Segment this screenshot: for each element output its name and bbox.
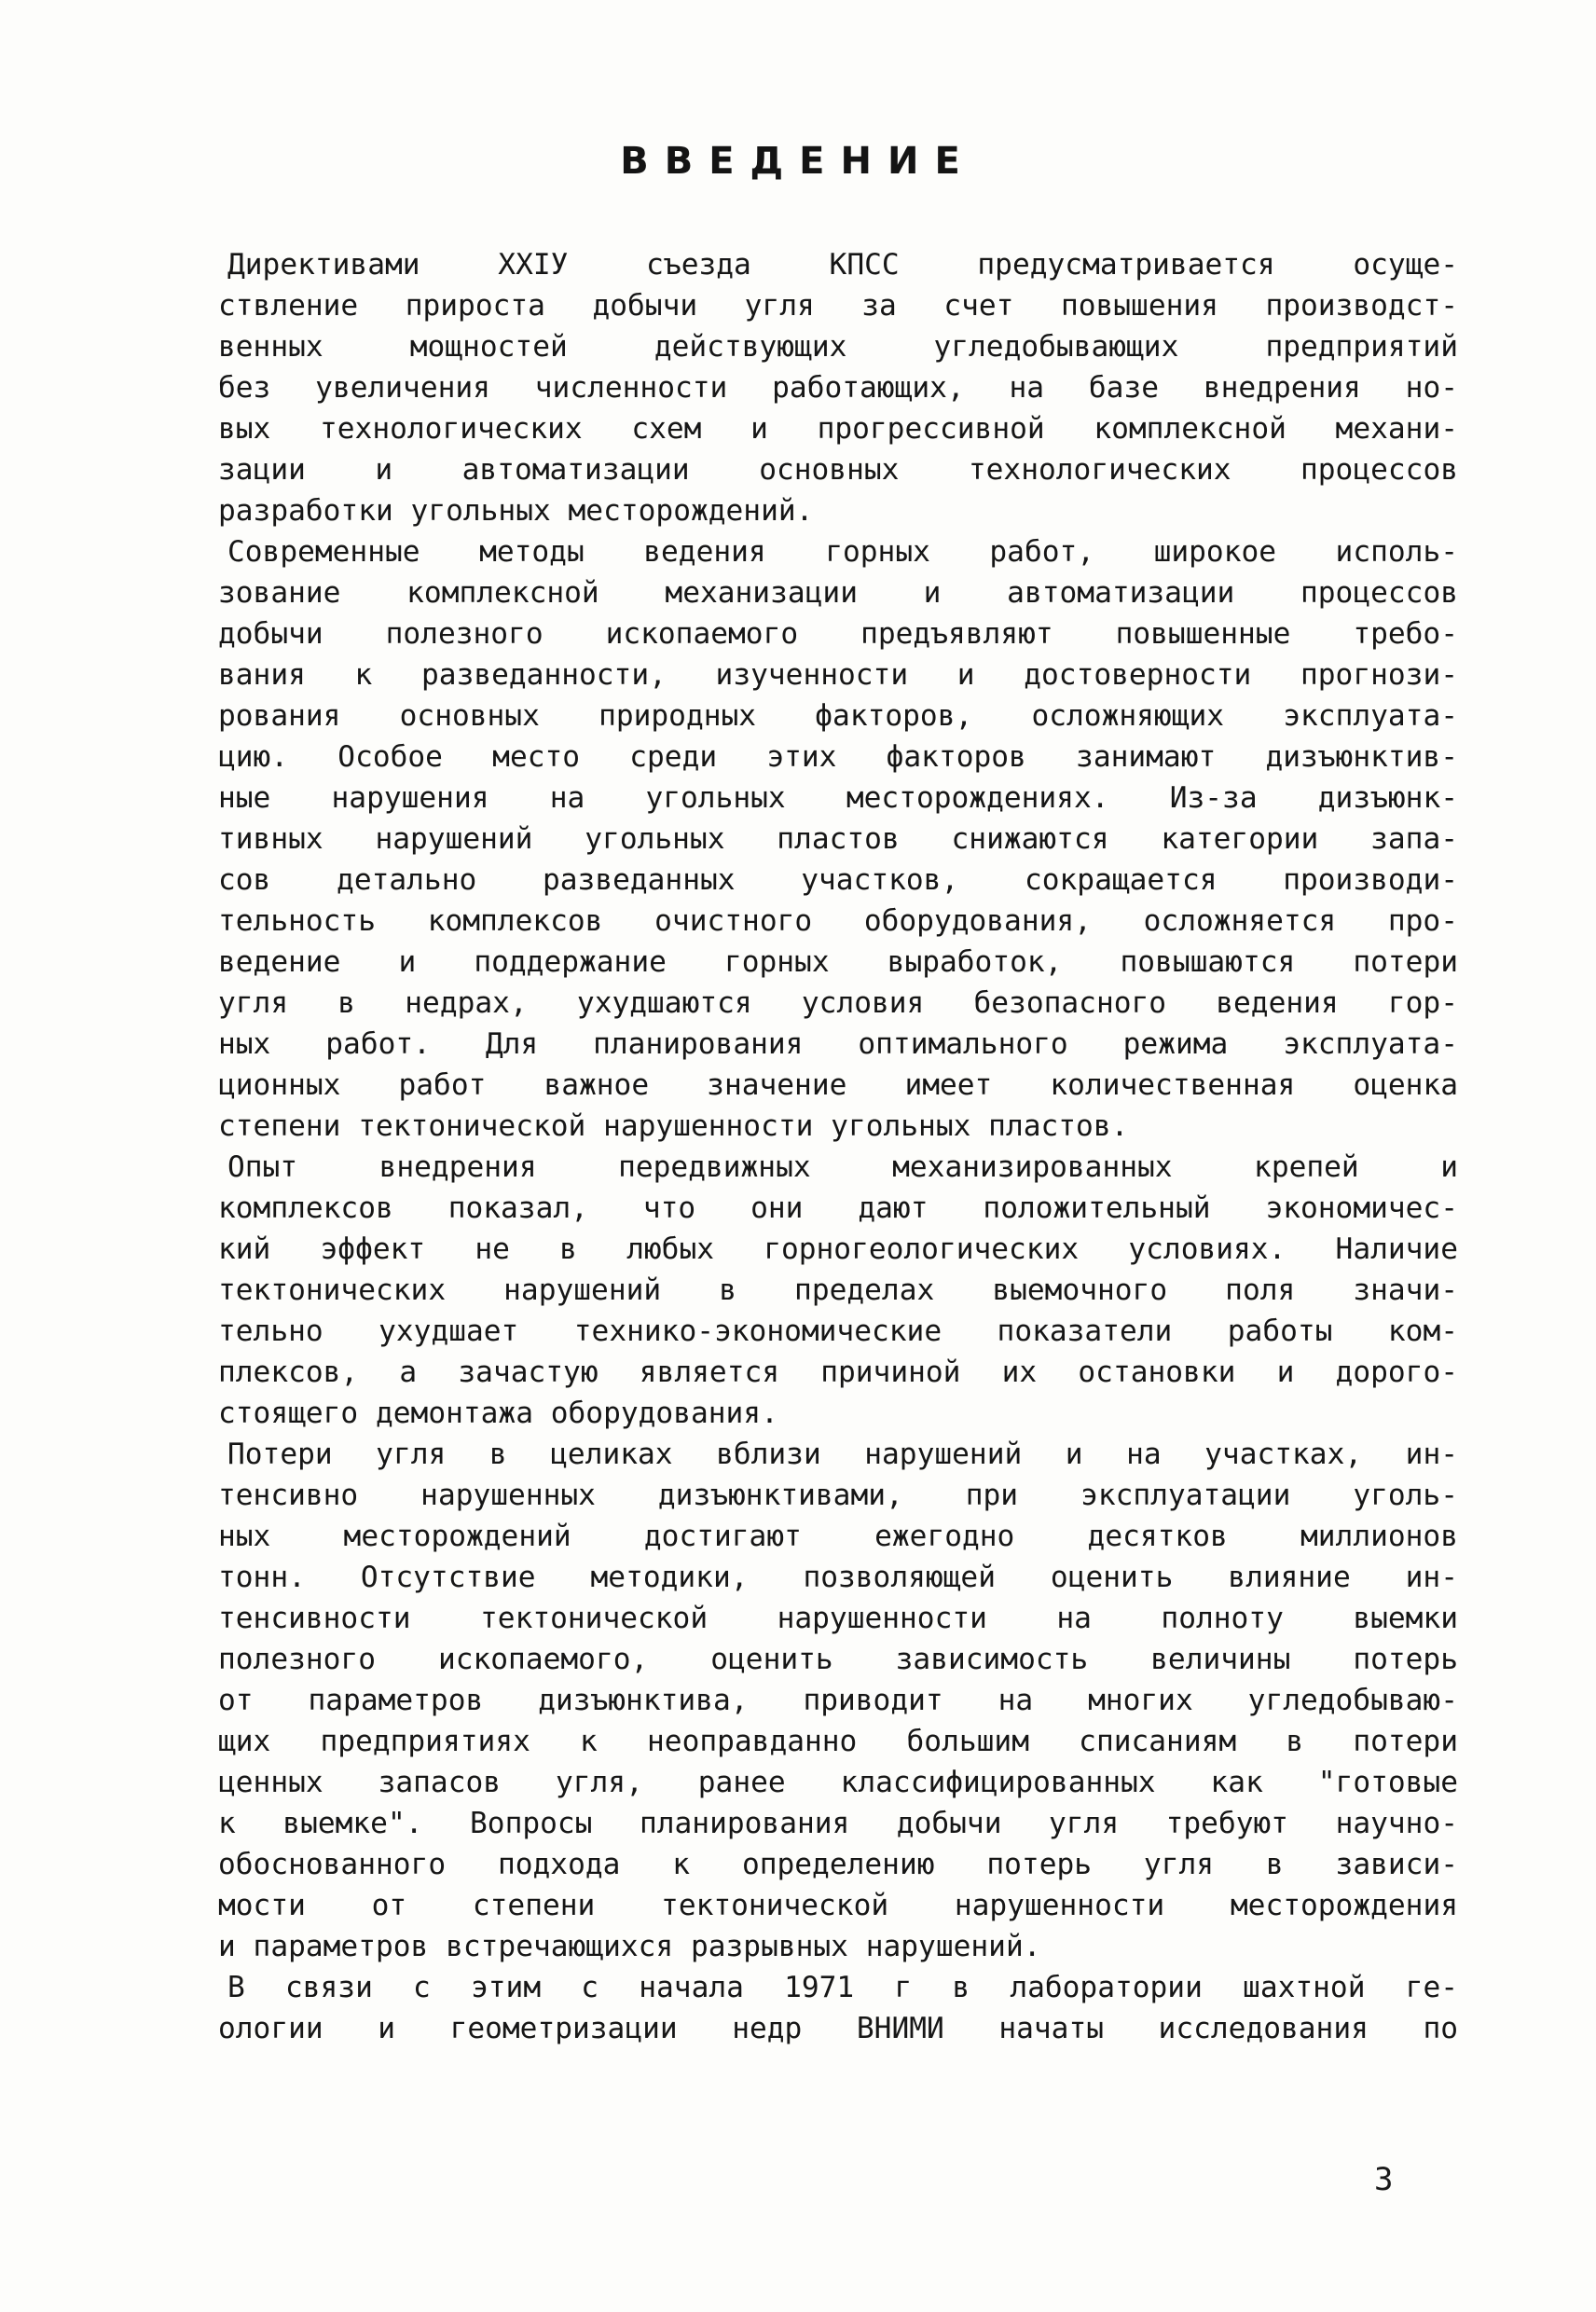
- text-line: ных работ. Для планирования оптимального режима эксплуата-: [218, 1027, 1458, 1061]
- text-line: ценных запасов угля, ранее классифицированных как "готовые: [218, 1766, 1458, 1799]
- text-line: степени тектонической нарушенности угольных пластов.: [218, 1109, 1129, 1143]
- text-line: к выемке". Вопросы планирования добычи угля требуют научно-: [218, 1807, 1458, 1840]
- text-line: Современные методы ведения горных работ, широкое исполь-: [227, 535, 1458, 569]
- text-line: вания к разведанности, изученности и достоверности прогнози-: [218, 658, 1458, 692]
- text-line: ствление прироста добычи угля за счет повышения производст-: [218, 289, 1458, 323]
- text-line: стоящего демонтажа оборудования.: [218, 1397, 778, 1430]
- text-line: венных мощностей действующих угледобывающих предприятий: [218, 330, 1458, 364]
- text-line: без увеличения численности работающих, на базе внедрения но-: [218, 371, 1458, 405]
- body-text: [218, 244, 1458, 2049]
- text-line: ные нарушения на угольных месторождениях. Из-за дизъюнк-: [218, 781, 1458, 815]
- text-line: вых технологических схем и прогрессивной комплексной механи-: [218, 412, 1458, 446]
- page-number: 3: [1374, 2161, 1394, 2198]
- text-line: от параметров дизъюнктива, приводит на многих угледобываю-: [218, 1684, 1458, 1717]
- text-line: В связи с этим с начала 1971 г в лаборатории шахтной ге-: [227, 1971, 1458, 2004]
- text-line: зование комплексной механизации и автоматизации процессов: [218, 576, 1458, 610]
- text-line: ционных работ важное значение имеет количественная оценка: [218, 1068, 1458, 1102]
- text-line: ологии и геометризации недр ВНИМИ начаты исследования по: [218, 2012, 1458, 2045]
- text-line: мости от степени тектонической нарушенности месторождения: [218, 1889, 1458, 1922]
- text-line: ведение и поддержание горных выработок, повышаются потери: [218, 945, 1458, 979]
- text-line: тивных нарушений угольных пластов снижаются категории запа-: [218, 822, 1458, 856]
- text-line: Опыт внедрения передвижных механизированных крепей и: [227, 1150, 1458, 1184]
- text-line: тенсивно нарушенных дизъюнктивами, при эксплуатации уголь-: [218, 1479, 1458, 1512]
- text-line: добычи полезного ископаемого предъявляют повышенные требо-: [218, 617, 1458, 651]
- text-line: комплексов показал, что они дают положительный экономичес-: [218, 1191, 1458, 1225]
- text-line: зации и автоматизации основных технологических процессов: [218, 453, 1458, 487]
- page-title: ВВЕДЕНИЕ: [620, 140, 976, 183]
- text-line: и параметров встречающихся разрывных нарушений.: [218, 1930, 1041, 1963]
- text-line: ных месторождений достигают ежегодно десятков миллионов: [218, 1520, 1458, 1553]
- text-line: щих предприятиях к неоправданно большим списаниям в потери: [218, 1725, 1458, 1758]
- text-line: Потери угля в целиках вблизи нарушений и на участках, ин-: [227, 1438, 1458, 1471]
- text-line: тенсивности тектонической нарушенности на полноту выемки: [218, 1602, 1458, 1635]
- text-line: тектонических нарушений в пределах выемочного поля значи-: [218, 1273, 1458, 1307]
- text-line: обоснованного подхода к определению потерь угля в зависи-: [218, 1848, 1458, 1881]
- text-line: тонн. Отсутствие методики, позволяющей оценить влияние ин-: [218, 1561, 1458, 1594]
- text-line: тельность комплексов очистного оборудования, осложняется про-: [218, 904, 1458, 938]
- text-line: кий эффект не в любых горногеологических условиях. Наличие: [218, 1232, 1458, 1266]
- text-line: сов детально разведанных участков, сокращается производи-: [218, 863, 1458, 897]
- text-line: полезного ископаемого, оценить зависимость величины потерь: [218, 1643, 1458, 1676]
- text-line: цию. Особое место среди этих факторов занимают дизъюнктив-: [218, 740, 1458, 774]
- text-line: тельно ухудшает технико-экономические показатели работы ком-: [218, 1314, 1458, 1348]
- text-line: рования основных природных факторов, осложняющих эксплуата-: [218, 699, 1458, 733]
- text-line: Директивами ХХIУ съезда КПСС предусматривается осуще-: [227, 248, 1458, 282]
- text-line: угля в недрах, ухудшаются условия безопасного ведения гор-: [218, 986, 1458, 1020]
- text-line: плексов, а зачастую является причиной их остановки и дорого-: [218, 1356, 1458, 1389]
- text-line: разработки угольных месторождений.: [218, 494, 814, 528]
